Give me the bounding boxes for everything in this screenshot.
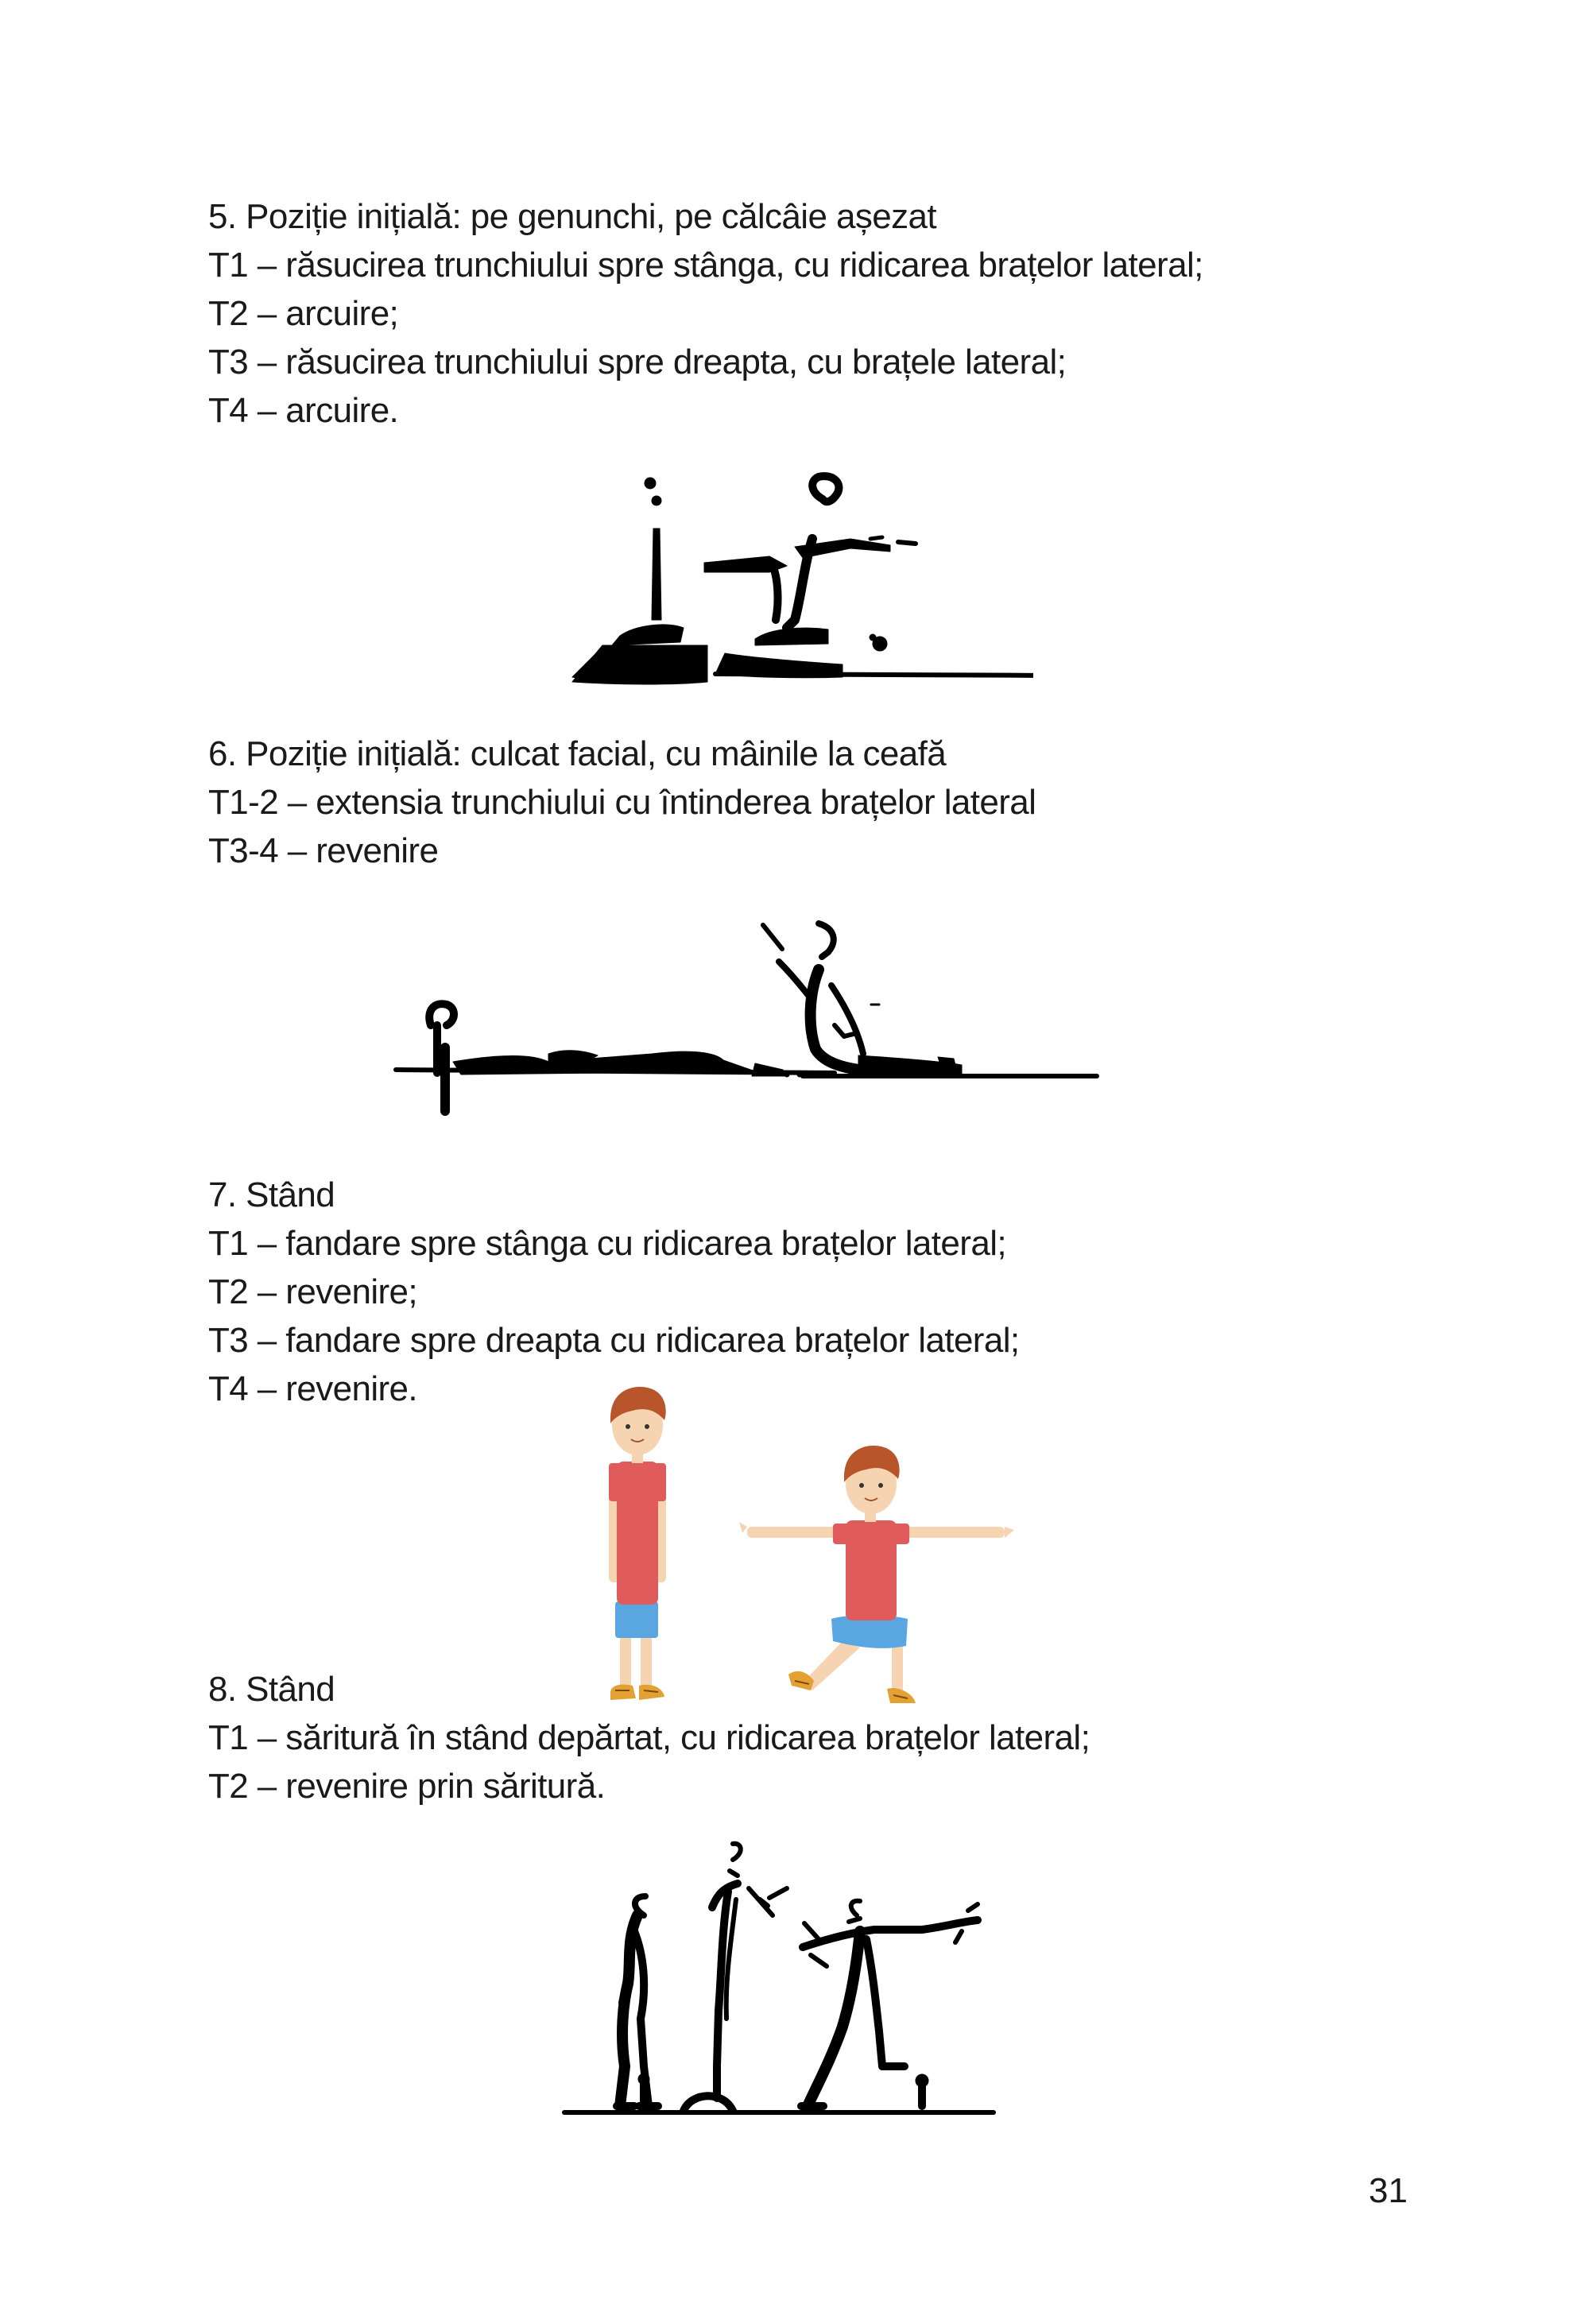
exercise-step: T3-4 – revenire xyxy=(208,831,439,870)
exercise-5 xyxy=(208,192,1203,435)
exercise-7-title xyxy=(208,1171,1020,1219)
lunge-cartoon-illustration xyxy=(588,1371,1081,1713)
exercise-step: T1 – fandare spre stânga cu ridicarea brațelor lateral; xyxy=(208,1224,1007,1263)
prone-extension-illustration xyxy=(389,906,1113,1136)
boy-standing xyxy=(609,1387,666,1700)
kneeling-twist-illustration xyxy=(517,469,1033,691)
exercise-number: 8. xyxy=(208,1670,237,1709)
exercise-step: T1 – răsucirea trunchiului spre stânga, cu ridicarea brațelor lateral; xyxy=(208,246,1203,285)
exercise-title: Poziție inițială: culcat facial, cu mâinile la ceafă xyxy=(246,734,947,773)
exercise-step: T2 – arcuire; xyxy=(208,294,399,333)
exercise-number: 6. xyxy=(208,734,237,773)
exercise-title: Poziție inițială: pe genunchi, pe călcâie așezat xyxy=(246,197,937,236)
exercise-5-title xyxy=(208,192,1203,241)
exercise-6 xyxy=(208,730,1036,875)
exercise-8-title xyxy=(208,1665,1090,1713)
exercise-title: Stând xyxy=(246,1175,335,1214)
straddle-jump-illustration xyxy=(548,1828,1025,2130)
exercise-step: T1-2 – extensia trunchiului cu întinderea brațelor lateral xyxy=(208,783,1036,822)
exercise-6-title xyxy=(208,730,1036,778)
exercise-step: T1 – săritură în stând depărtat, cu ridicarea brațelor lateral; xyxy=(208,1718,1090,1757)
exercise-step: T4 – arcuire. xyxy=(208,391,399,430)
exercise-step: T2 – revenire prin săritură. xyxy=(208,1767,606,1806)
page-number: 31 xyxy=(1369,2171,1408,2210)
exercise-8 xyxy=(208,1665,1090,1810)
exercise-title: Stând xyxy=(246,1670,335,1709)
exercise-number: 5. xyxy=(208,197,237,236)
exercise-step: T3 – răsucirea trunchiului spre dreapta, cu brațele lateral; xyxy=(208,343,1067,381)
exercise-number: 7. xyxy=(208,1175,237,1214)
exercise-step: T3 – fandare spre dreapta cu ridicarea brațelor lateral; xyxy=(208,1321,1020,1360)
exercise-step: T2 – revenire; xyxy=(208,1272,418,1311)
exercise-step: T4 – revenire. xyxy=(208,1369,418,1408)
